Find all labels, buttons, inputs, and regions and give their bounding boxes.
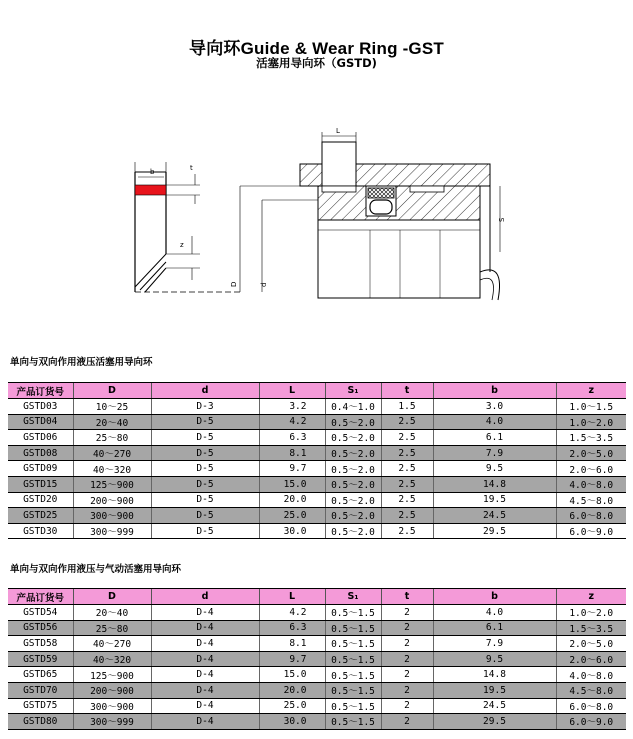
cell-t: 2 (381, 620, 433, 636)
ring-section-view (135, 162, 240, 292)
cell-D: 40～320 (73, 651, 151, 667)
cell-z: 4.5～8.0 (556, 492, 626, 508)
cell-t: 2.5 (381, 461, 433, 477)
cell-z: 6.0～9.0 (556, 523, 626, 539)
cell-t: 2 (381, 636, 433, 652)
table-row (8, 430, 626, 446)
col-header-d: d (151, 589, 259, 605)
cell-D: 300～900 (73, 508, 151, 524)
cell-S1: 0.5～1.5 (325, 636, 381, 652)
cell-S1: 0.5～2.0 (325, 523, 381, 539)
cell-D: 20～40 (73, 414, 151, 430)
table-row (8, 399, 626, 415)
cell-L: 6.3 (259, 620, 325, 636)
cell-L: 20.0 (259, 492, 325, 508)
label-d: d (260, 282, 268, 287)
cell-b: 14.8 (433, 667, 556, 683)
cell-t: 2.5 (381, 523, 433, 539)
cell-S1: 0.5～2.0 (325, 445, 381, 461)
cell-L: 8.1 (259, 636, 325, 652)
col-header-t: t (381, 589, 433, 605)
cell-order-no: GSTD75 (8, 698, 73, 714)
page-subtitle: 活塞用导向环（GSTD) (256, 56, 377, 70)
cell-S1: 0.5～1.5 (325, 714, 381, 730)
table-row (8, 476, 626, 492)
cell-order-no: GSTD80 (8, 714, 73, 730)
cell-d: D-5 (151, 492, 259, 508)
cell-d: D-5 (151, 508, 259, 524)
col-header-d: d (151, 383, 259, 399)
table-row (8, 636, 626, 652)
table-row (8, 445, 626, 461)
cell-D: 300～999 (73, 714, 151, 730)
cell-z: 6.0～9.0 (556, 714, 626, 730)
cell-b: 19.5 (433, 682, 556, 698)
cell-L: 4.2 (259, 605, 325, 621)
label-z: z (180, 241, 184, 249)
cell-L: 15.0 (259, 476, 325, 492)
col-header-D: D (73, 383, 151, 399)
cell-order-no: GSTD70 (8, 682, 73, 698)
cell-order-no: GSTD08 (8, 445, 73, 461)
cell-d: D-4 (151, 636, 259, 652)
cell-L: 15.0 (259, 667, 325, 683)
cell-S1: 0.5～1.5 (325, 682, 381, 698)
cell-order-no: GSTD54 (8, 605, 73, 621)
cell-D: 40～270 (73, 445, 151, 461)
cell-b: 6.1 (433, 620, 556, 636)
cell-z: 6.0～8.0 (556, 508, 626, 524)
cell-D: 200～900 (73, 492, 151, 508)
table-row (8, 682, 626, 698)
cell-b: 9.5 (433, 651, 556, 667)
cell-L: 8.1 (259, 445, 325, 461)
cell-z: 1.5～3.5 (556, 430, 626, 446)
cell-order-no: GSTD09 (8, 461, 73, 477)
label-b: b (150, 168, 155, 176)
page-title: 导向环Guide & Wear Ring -GST (189, 39, 444, 58)
cell-b: 29.5 (433, 523, 556, 539)
cell-t: 2.5 (381, 476, 433, 492)
cell-z: 2.0～5.0 (556, 445, 626, 461)
table-row (8, 461, 626, 477)
cell-t: 2 (381, 605, 433, 621)
cell-L: 9.7 (259, 651, 325, 667)
table-row (8, 605, 626, 621)
cell-D: 25～80 (73, 620, 151, 636)
table-row (8, 651, 626, 667)
cell-z: 1.0～2.0 (556, 605, 626, 621)
cell-t: 2 (381, 667, 433, 683)
cell-D: 10～25 (73, 399, 151, 415)
cell-d: D-4 (151, 667, 259, 683)
cell-d: D-5 (151, 523, 259, 539)
spec-table-hydraulic-pneumatic (8, 588, 626, 730)
cell-S1: 0.5～1.5 (325, 667, 381, 683)
cell-b: 7.9 (433, 636, 556, 652)
col-header-z: z (556, 589, 626, 605)
cell-L: 3.2 (259, 399, 325, 415)
cell-D: 20～40 (73, 605, 151, 621)
table-header-row (8, 383, 626, 399)
table-row (8, 414, 626, 430)
cell-b: 4.0 (433, 414, 556, 430)
cell-order-no: GSTD03 (8, 399, 73, 415)
label-D: D (230, 281, 238, 287)
cell-L: 9.7 (259, 461, 325, 477)
cell-b: 6.1 (433, 430, 556, 446)
section-title-hydraulic-pneumatic: 单向与双向作用液压与气动活塞用导向环 (10, 564, 182, 575)
cell-z: 4.0～8.0 (556, 476, 626, 492)
col-header-S1: S₁ (325, 589, 381, 605)
cell-order-no: GSTD30 (8, 523, 73, 539)
cell-S1: 0.5～1.5 (325, 620, 381, 636)
table-header-row (8, 589, 626, 605)
col-header-b: b (433, 383, 556, 399)
cell-S1: 0.5～2.0 (325, 430, 381, 446)
cell-L: 4.2 (259, 414, 325, 430)
col-header-S1: S₁ (325, 383, 381, 399)
table-row (8, 508, 626, 524)
cell-D: 300～999 (73, 523, 151, 539)
cell-z: 4.0～8.0 (556, 667, 626, 683)
cell-b: 3.0 (433, 399, 556, 415)
col-header-order-no: 产品订货号 (8, 589, 73, 605)
col-header-t: t (381, 383, 433, 399)
spec-table-hydraulic (8, 382, 626, 539)
cell-b: 7.9 (433, 445, 556, 461)
cell-d: D-3 (151, 399, 259, 415)
cell-z: 1.5～3.5 (556, 620, 626, 636)
cell-D: 40～320 (73, 461, 151, 477)
cell-z: 2.0～5.0 (556, 636, 626, 652)
cell-L: 30.0 (259, 714, 325, 730)
cell-d: D-5 (151, 445, 259, 461)
cell-D: 40～270 (73, 636, 151, 652)
cell-b: 4.0 (433, 605, 556, 621)
cell-b: 24.5 (433, 508, 556, 524)
cell-D: 25～80 (73, 430, 151, 446)
cell-z: 2.0～6.0 (556, 651, 626, 667)
cell-t: 2 (381, 682, 433, 698)
cell-D: 200～900 (73, 682, 151, 698)
cell-t: 2.5 (381, 414, 433, 430)
cell-z: 4.5～8.0 (556, 682, 626, 698)
cell-D: 125～900 (73, 476, 151, 492)
cell-d: D-5 (151, 476, 259, 492)
cell-S1: 0.5～2.0 (325, 508, 381, 524)
cell-b: 29.5 (433, 714, 556, 730)
cell-S1: 0.4～1.0 (325, 399, 381, 415)
cell-S1: 0.5～2.0 (325, 476, 381, 492)
cell-d: D-4 (151, 651, 259, 667)
cell-z: 1.0～2.0 (556, 414, 626, 430)
label-S: S (498, 217, 506, 222)
cell-t: 2.5 (381, 508, 433, 524)
col-header-L: L (259, 589, 325, 605)
guide-ring-diagram (100, 122, 520, 302)
cell-order-no: GSTD04 (8, 414, 73, 430)
cell-order-no: GSTD06 (8, 430, 73, 446)
table-row (8, 492, 626, 508)
cell-d: D-4 (151, 698, 259, 714)
cell-z: 1.0～1.5 (556, 399, 626, 415)
cell-L: 25.0 (259, 698, 325, 714)
cell-S1: 0.5～1.5 (325, 651, 381, 667)
cell-t: 2.5 (381, 430, 433, 446)
cell-b: 19.5 (433, 492, 556, 508)
cell-d: D-4 (151, 682, 259, 698)
label-L: L (336, 127, 340, 135)
cell-L: 20.0 (259, 682, 325, 698)
table-row (8, 698, 626, 714)
cell-t: 2 (381, 698, 433, 714)
assembly-view (230, 127, 506, 300)
col-header-b: b (433, 589, 556, 605)
cell-d: D-5 (151, 414, 259, 430)
cell-t: 2.5 (381, 492, 433, 508)
cell-z: 2.0～6.0 (556, 461, 626, 477)
section-title-hydraulic: 单向与双向作用液压活塞用导向环 (10, 357, 153, 368)
cell-t: 2 (381, 714, 433, 730)
cell-order-no: GSTD56 (8, 620, 73, 636)
cell-d: D-5 (151, 430, 259, 446)
cell-d: D-5 (151, 461, 259, 477)
cell-S1: 0.5～1.5 (325, 698, 381, 714)
cell-L: 6.3 (259, 430, 325, 446)
cell-b: 14.8 (433, 476, 556, 492)
cell-D: 125～900 (73, 667, 151, 683)
cell-z: 6.0～8.0 (556, 698, 626, 714)
table-row (8, 523, 626, 539)
cell-order-no: GSTD15 (8, 476, 73, 492)
table-row (8, 714, 626, 730)
cell-t: 1.5 (381, 399, 433, 415)
label-t: t (190, 164, 193, 172)
col-header-D: D (73, 589, 151, 605)
cell-d: D-4 (151, 714, 259, 730)
col-header-z: z (556, 383, 626, 399)
cell-S1: 0.5～2.0 (325, 414, 381, 430)
cell-S1: 0.5～1.5 (325, 605, 381, 621)
cell-d: D-4 (151, 620, 259, 636)
cell-S1: 0.5～2.0 (325, 461, 381, 477)
table-row (8, 620, 626, 636)
cell-order-no: GSTD25 (8, 508, 73, 524)
cell-S1: 0.5～2.0 (325, 492, 381, 508)
cell-b: 9.5 (433, 461, 556, 477)
cell-order-no: GSTD65 (8, 667, 73, 683)
table-row (8, 667, 626, 683)
cell-b: 24.5 (433, 698, 556, 714)
col-header-order-no: 产品订货号 (8, 383, 73, 399)
cell-order-no: GSTD20 (8, 492, 73, 508)
cell-L: 25.0 (259, 508, 325, 524)
cell-d: D-4 (151, 605, 259, 621)
cell-order-no: GSTD59 (8, 651, 73, 667)
cell-t: 2 (381, 651, 433, 667)
cell-t: 2.5 (381, 445, 433, 461)
cell-order-no: GSTD58 (8, 636, 73, 652)
col-header-L: L (259, 383, 325, 399)
cell-L: 30.0 (259, 523, 325, 539)
ring-red-section (135, 185, 166, 195)
cell-D: 300～900 (73, 698, 151, 714)
